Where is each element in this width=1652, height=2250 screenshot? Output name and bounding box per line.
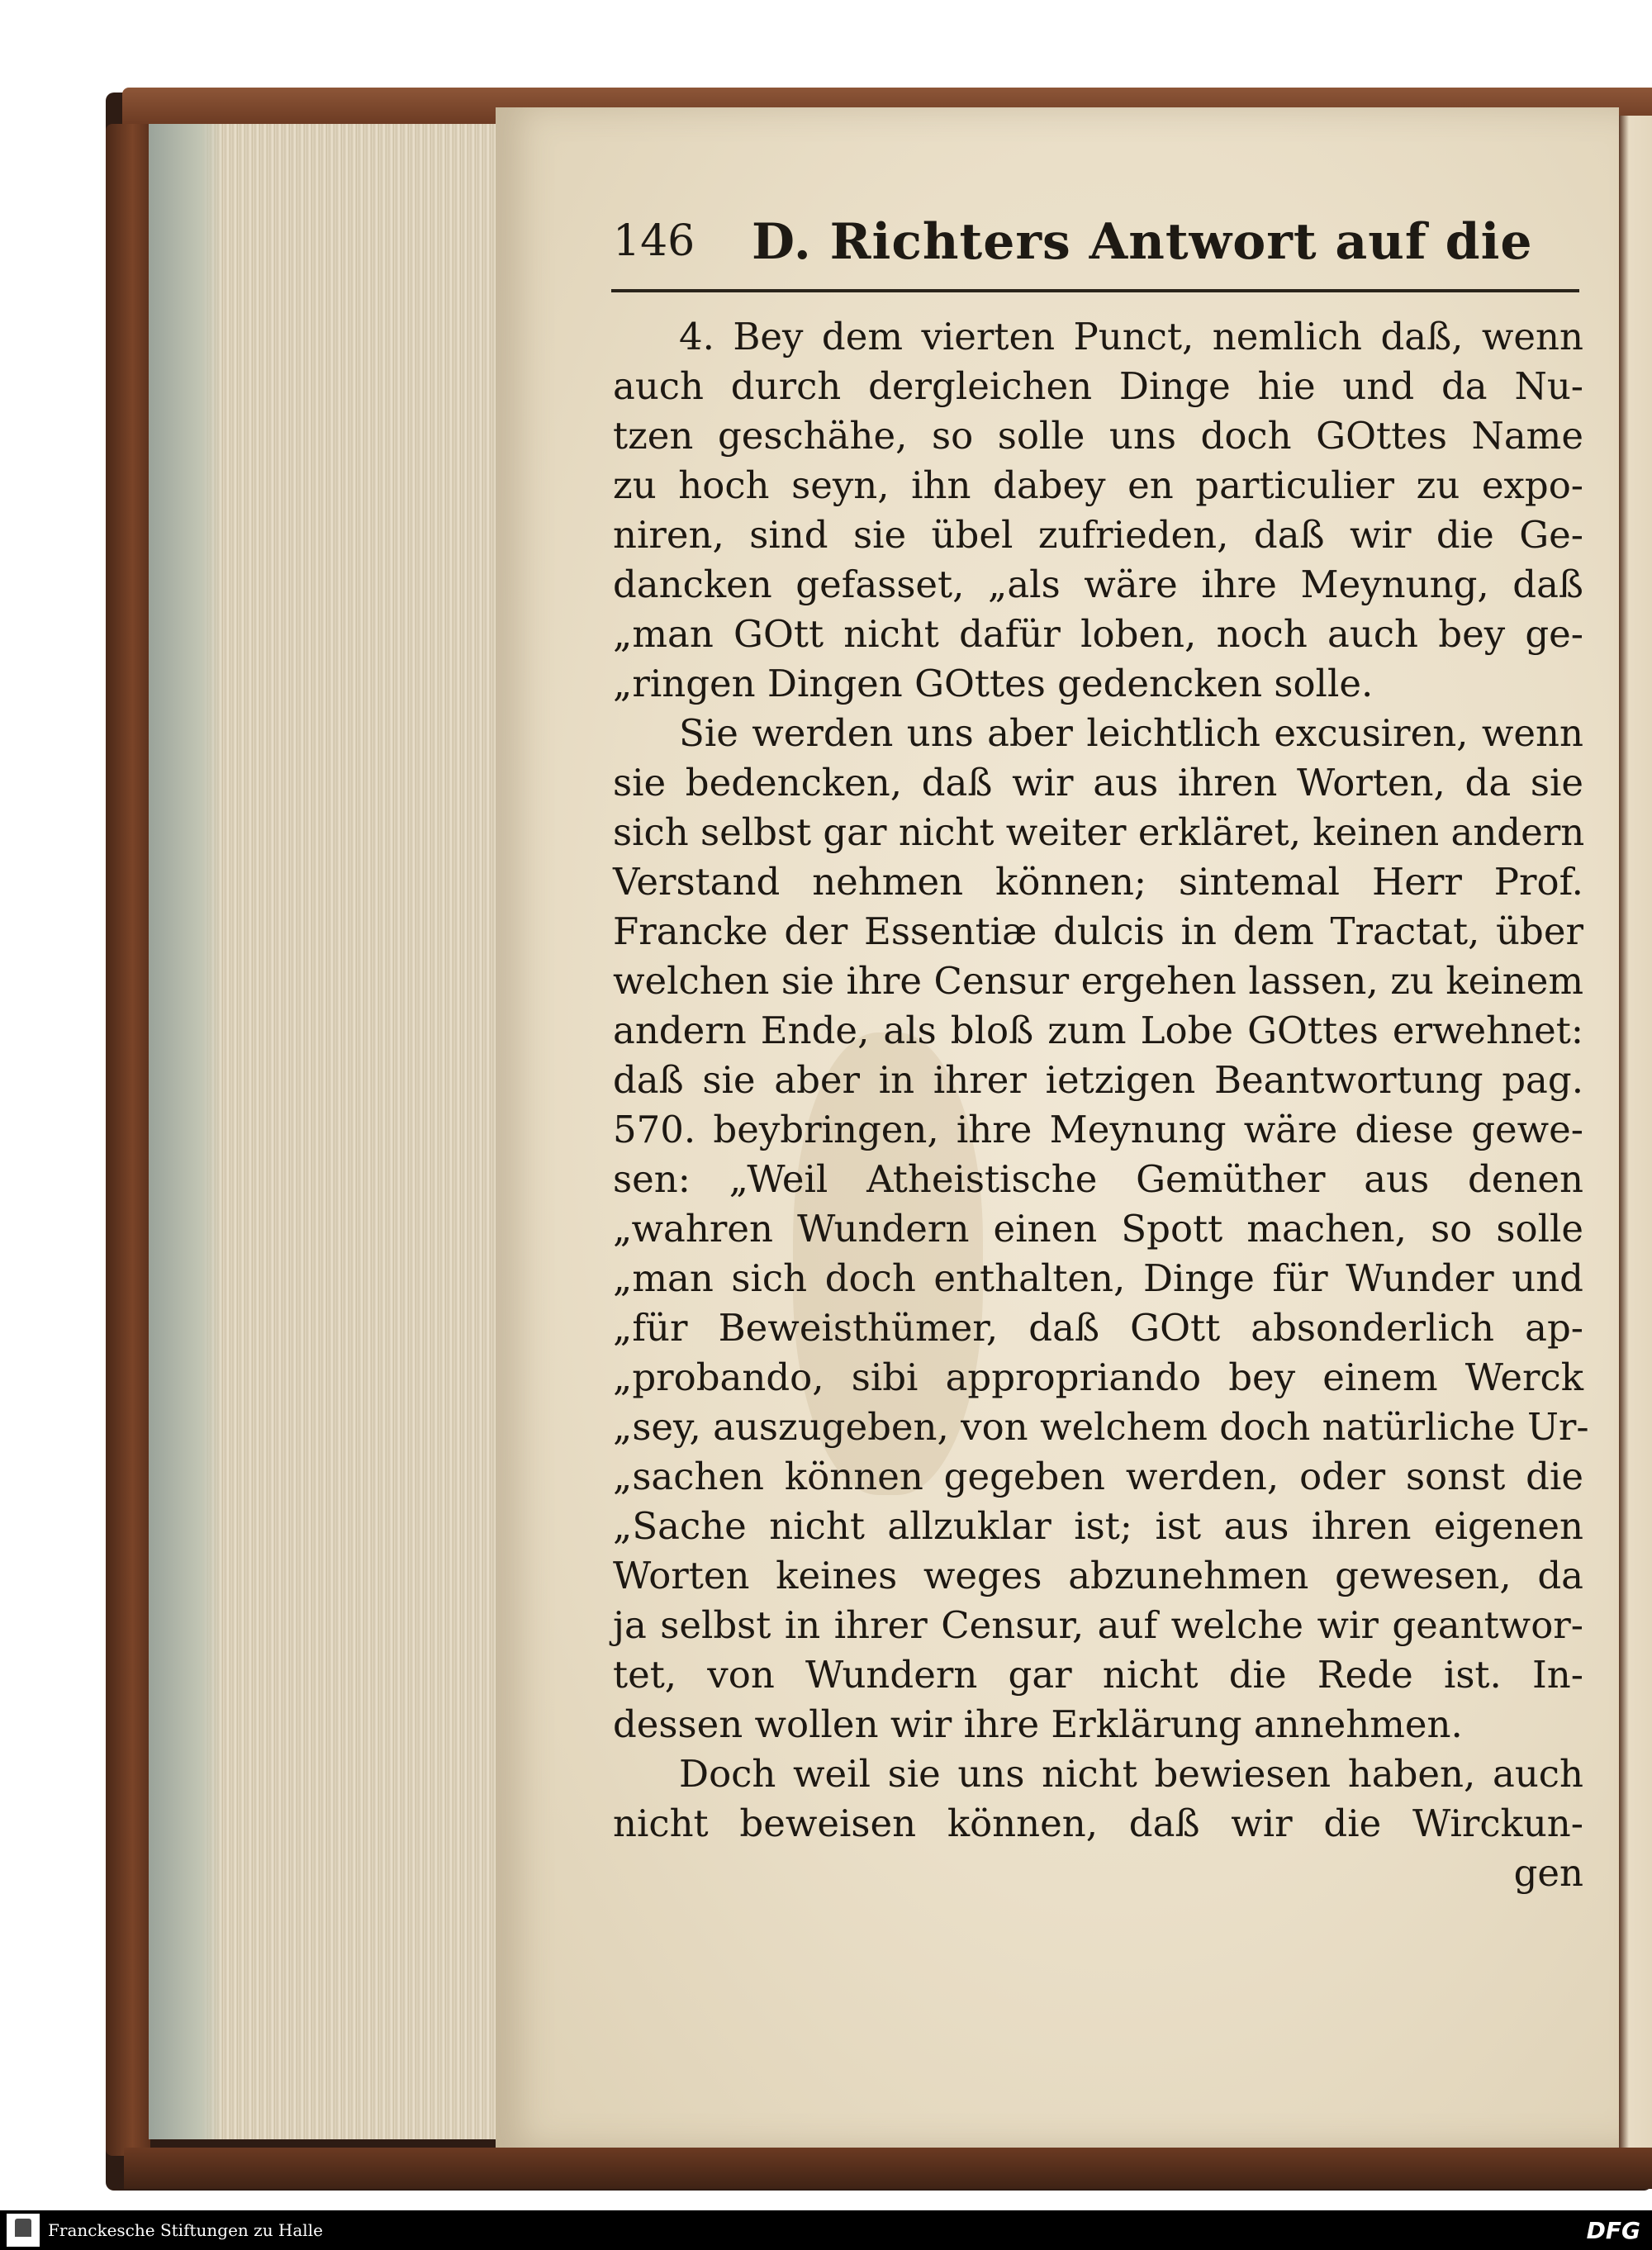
text-line: zu hoch seyn, ihn dabey en particulier zu expo- bbox=[613, 463, 1583, 507]
text-line: nicht beweisen können, daß wir die Wirckun- bbox=[613, 1801, 1583, 1845]
text-line: 570. beybringen, ihre Meynung wäre diese gewe- bbox=[613, 1108, 1583, 1151]
institution-name: Franckesche Stiftungen zu Halle bbox=[48, 2220, 323, 2240]
text-line: „sachen können gegeben werden, oder sonst die bbox=[613, 1455, 1583, 1498]
text-line: „für Beweisthümer, daß GOtt absonderlich ap- bbox=[613, 1306, 1583, 1350]
catchword: gen bbox=[1513, 1851, 1583, 1895]
book-cover-bottom bbox=[124, 2148, 1652, 2189]
text-line: dancken gefasset, „als wäre ihre Meynung, daß bbox=[613, 562, 1583, 606]
text-line: „man sich doch enthalten, Dinge für Wunder und bbox=[613, 1256, 1583, 1300]
text-line: 4. Bey dem vierten Punct, nemlich daß, wenn bbox=[679, 315, 1583, 358]
text-line: ja selbst in ihrer Censur, auf welche wir geantwor- bbox=[613, 1603, 1583, 1647]
text-line: „ringen Dingen GOttes gedencken solle. bbox=[613, 662, 1374, 705]
text-line: Worten keines weges abzunehmen gewesen, da bbox=[613, 1554, 1583, 1597]
facing-page-edge bbox=[1619, 116, 1652, 2148]
text-line: daß sie aber in ihrer ietzigen Beantwortung pag. bbox=[613, 1058, 1583, 1102]
text-line: sie bedencken, daß wir aus ihren Worten, da sie bbox=[613, 761, 1583, 805]
page-block-shadow bbox=[149, 124, 223, 2139]
text-line: Verstand nehmen können; sintemal Herr Prof. bbox=[613, 860, 1583, 904]
header-rule bbox=[611, 289, 1579, 292]
dfg-logo: DFG bbox=[1586, 2217, 1640, 2244]
text-line: tet, von Wundern gar nicht die Rede ist. In- bbox=[613, 1653, 1583, 1697]
text-line: tzen geschähe, so solle uns doch GOttes Name bbox=[613, 414, 1583, 458]
text-line: „Sache nicht allzuklar ist; ist aus ihren eigenen bbox=[613, 1504, 1583, 1548]
institution-logo-icon bbox=[7, 2214, 40, 2247]
book-spine-edge bbox=[106, 124, 150, 2156]
text-line: auch durch dergleichen Dinge hie und da Nu- bbox=[613, 364, 1583, 408]
text-line: sen: „Weil Atheistische Gemüther aus denen bbox=[613, 1157, 1583, 1201]
text-line: Doch weil sie uns nicht bewiesen haben, auch bbox=[679, 1752, 1583, 1796]
building-icon bbox=[15, 2219, 31, 2237]
page-header bbox=[613, 213, 1579, 279]
text-line: „wahren Wundern einen Spott machen, so solle bbox=[613, 1207, 1583, 1251]
text-line: sich selbst gar nicht weiter erkläret, keinen andern bbox=[613, 810, 1585, 854]
text-line: Francke der Essentiæ dulcis in dem Tractat, über bbox=[613, 909, 1583, 953]
text-line: niren, sind sie übel zufrieden, daß wir die Ge- bbox=[613, 513, 1583, 557]
page-number: 146 bbox=[613, 216, 695, 266]
text-line: welchen sie ihre Censur ergehen lassen, zu keinem bbox=[613, 959, 1583, 1003]
text-line: Sie werden uns aber leichtlich excusiren, wenn bbox=[679, 711, 1583, 755]
running-head: D. Richters Antwort auf die bbox=[752, 213, 1533, 271]
page-body bbox=[613, 312, 1589, 1898]
text-line: „sey, auszugeben, von welchem doch natürliche Ur- bbox=[613, 1405, 1589, 1449]
text-line: andern Ende, als bloß zum Lobe GOttes erwehnet: bbox=[613, 1009, 1583, 1052]
text-line: dessen wollen wir ihre Erklärung annehmen. bbox=[613, 1702, 1463, 1746]
text-line: „man GOtt nicht dafür loben, noch auch bey ge- bbox=[613, 612, 1583, 656]
text-line: „probando, sibi appropriando bey einem Werck bbox=[613, 1355, 1583, 1399]
